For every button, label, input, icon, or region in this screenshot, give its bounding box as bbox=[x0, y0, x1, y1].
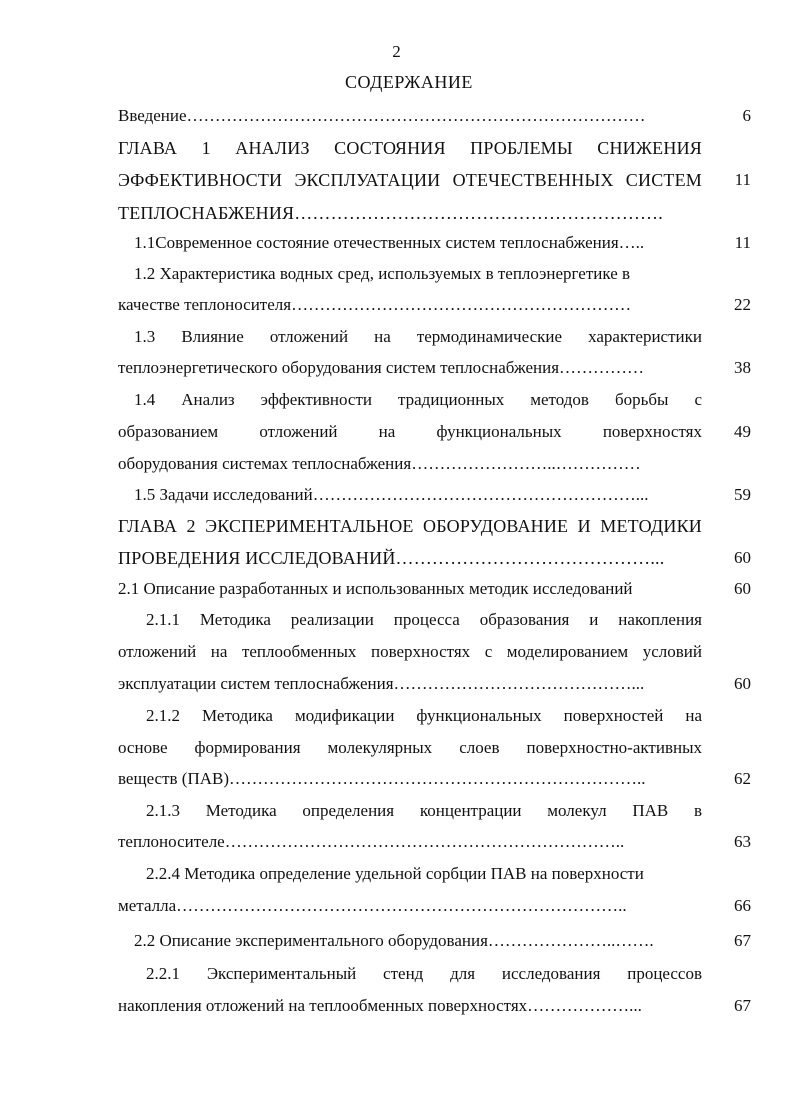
toc-page-number: 60 bbox=[734, 579, 751, 598]
toc-page-number: 63 bbox=[734, 832, 751, 851]
toc-page-number: 38 bbox=[734, 358, 751, 377]
toc-page-number: 66 bbox=[734, 896, 751, 915]
toc-page-number: 49 bbox=[734, 422, 751, 441]
toc-line: 2.1.2 Методика модификации функциональных поверхностей на bbox=[146, 706, 702, 725]
toc-line: 1.1Современное состояние отечественных систем теплоснабжения….. bbox=[134, 233, 645, 252]
toc-line: 1.2 Характеристика водных сред, используемых в теплоэнергетике в bbox=[134, 264, 631, 283]
toc-line: 2.2.4 Методика определение удельной сорбции ПАВ на поверхности bbox=[146, 864, 644, 883]
toc-line: теплоэнергетического оборудования систем теплоснабжения…………… bbox=[118, 358, 645, 377]
toc-page-number: 67 bbox=[734, 931, 751, 950]
toc-line: 2.1.1 Методика реализации процесса образования и накопления bbox=[146, 610, 702, 629]
toc-page-number: 60 bbox=[734, 674, 751, 693]
toc-page-number: 6 bbox=[742, 106, 751, 125]
toc-line: оборудования системах теплоснабжения……………………..…………… bbox=[118, 454, 641, 473]
toc-line: отложений на теплообменных поверхностях с моделированием условий bbox=[118, 642, 702, 661]
toc-page-number: 59 bbox=[734, 485, 751, 504]
toc-line: 1.4 Анализ эффективности традиционных методов борьбы с bbox=[134, 390, 702, 409]
toc-line: металла…………………………………………………………………….. bbox=[118, 896, 627, 915]
toc-line: Введение……………………………………………………………………… bbox=[118, 106, 646, 125]
toc-line: 1.5 Задачи исследований…………………………………………………... bbox=[134, 485, 649, 504]
toc-page-number: 11 bbox=[734, 233, 751, 252]
page-number: 2 bbox=[392, 42, 401, 61]
toc-line: 2.1.3 Методика определения концентрации молекул ПАВ в bbox=[146, 801, 702, 820]
toc-page-number: 67 bbox=[734, 996, 751, 1015]
toc-line: ЭФФЕКТИВНОСТИ ЭКСПЛУАТАЦИИ ОТЕЧЕСТВЕННЫХ СИСТЕМ bbox=[118, 170, 702, 190]
toc-line: образованием отложений на функциональных поверхностях bbox=[118, 422, 702, 441]
toc-line: эксплуатации систем теплоснабжения……………………………………... bbox=[118, 674, 645, 693]
toc-line: ГЛАВА 2 ЭКСПЕРИМЕНТАЛЬНОЕ ОБОРУДОВАНИЕ И МЕТОДИКИ bbox=[118, 516, 702, 536]
toc-page-number: 22 bbox=[734, 295, 751, 314]
toc-line: 2.1 Описание разработанных и использованных методик исследований bbox=[118, 579, 633, 598]
toc-line: основе формирования молекулярных слоев поверхностно-активных bbox=[118, 738, 702, 757]
toc-line: 1.3 Влияние отложений на термодинамические характеристики bbox=[134, 327, 702, 346]
toc-line: накопления отложений на теплообменных поверхностях………………... bbox=[118, 996, 642, 1015]
toc-page-number: 11 bbox=[734, 170, 751, 189]
toc-line: ПРОВЕДЕНИЯ ИССЛЕДОВАНИЙ……………………………………... bbox=[118, 548, 665, 568]
toc-line: ТЕПЛОСНАБЖЕНИЯ……………………………………………………. bbox=[118, 203, 663, 223]
toc-line: ГЛАВА 1 АНАЛИЗ СОСТОЯНИЯ ПРОБЛЕМЫ СНИЖЕНИЯ bbox=[118, 138, 702, 158]
toc-line: веществ (ПАВ)……………………………………………………………….. bbox=[118, 769, 646, 788]
toc-page-number: 60 bbox=[734, 548, 751, 567]
toc-page-number: 62 bbox=[734, 769, 751, 788]
toc-line: 2.2 Описание экспериментального оборудования…………………..……. bbox=[134, 931, 654, 950]
toc-line: теплоносителе…………………………………………………………….. bbox=[118, 832, 625, 851]
toc-line: 2.2.1 Экспериментальный стенд для исследования процессов bbox=[146, 964, 702, 983]
toc-title: СОДЕРЖАНИЕ bbox=[345, 72, 473, 92]
toc-line: качестве теплоносителя…………………………………………………… bbox=[118, 295, 632, 314]
